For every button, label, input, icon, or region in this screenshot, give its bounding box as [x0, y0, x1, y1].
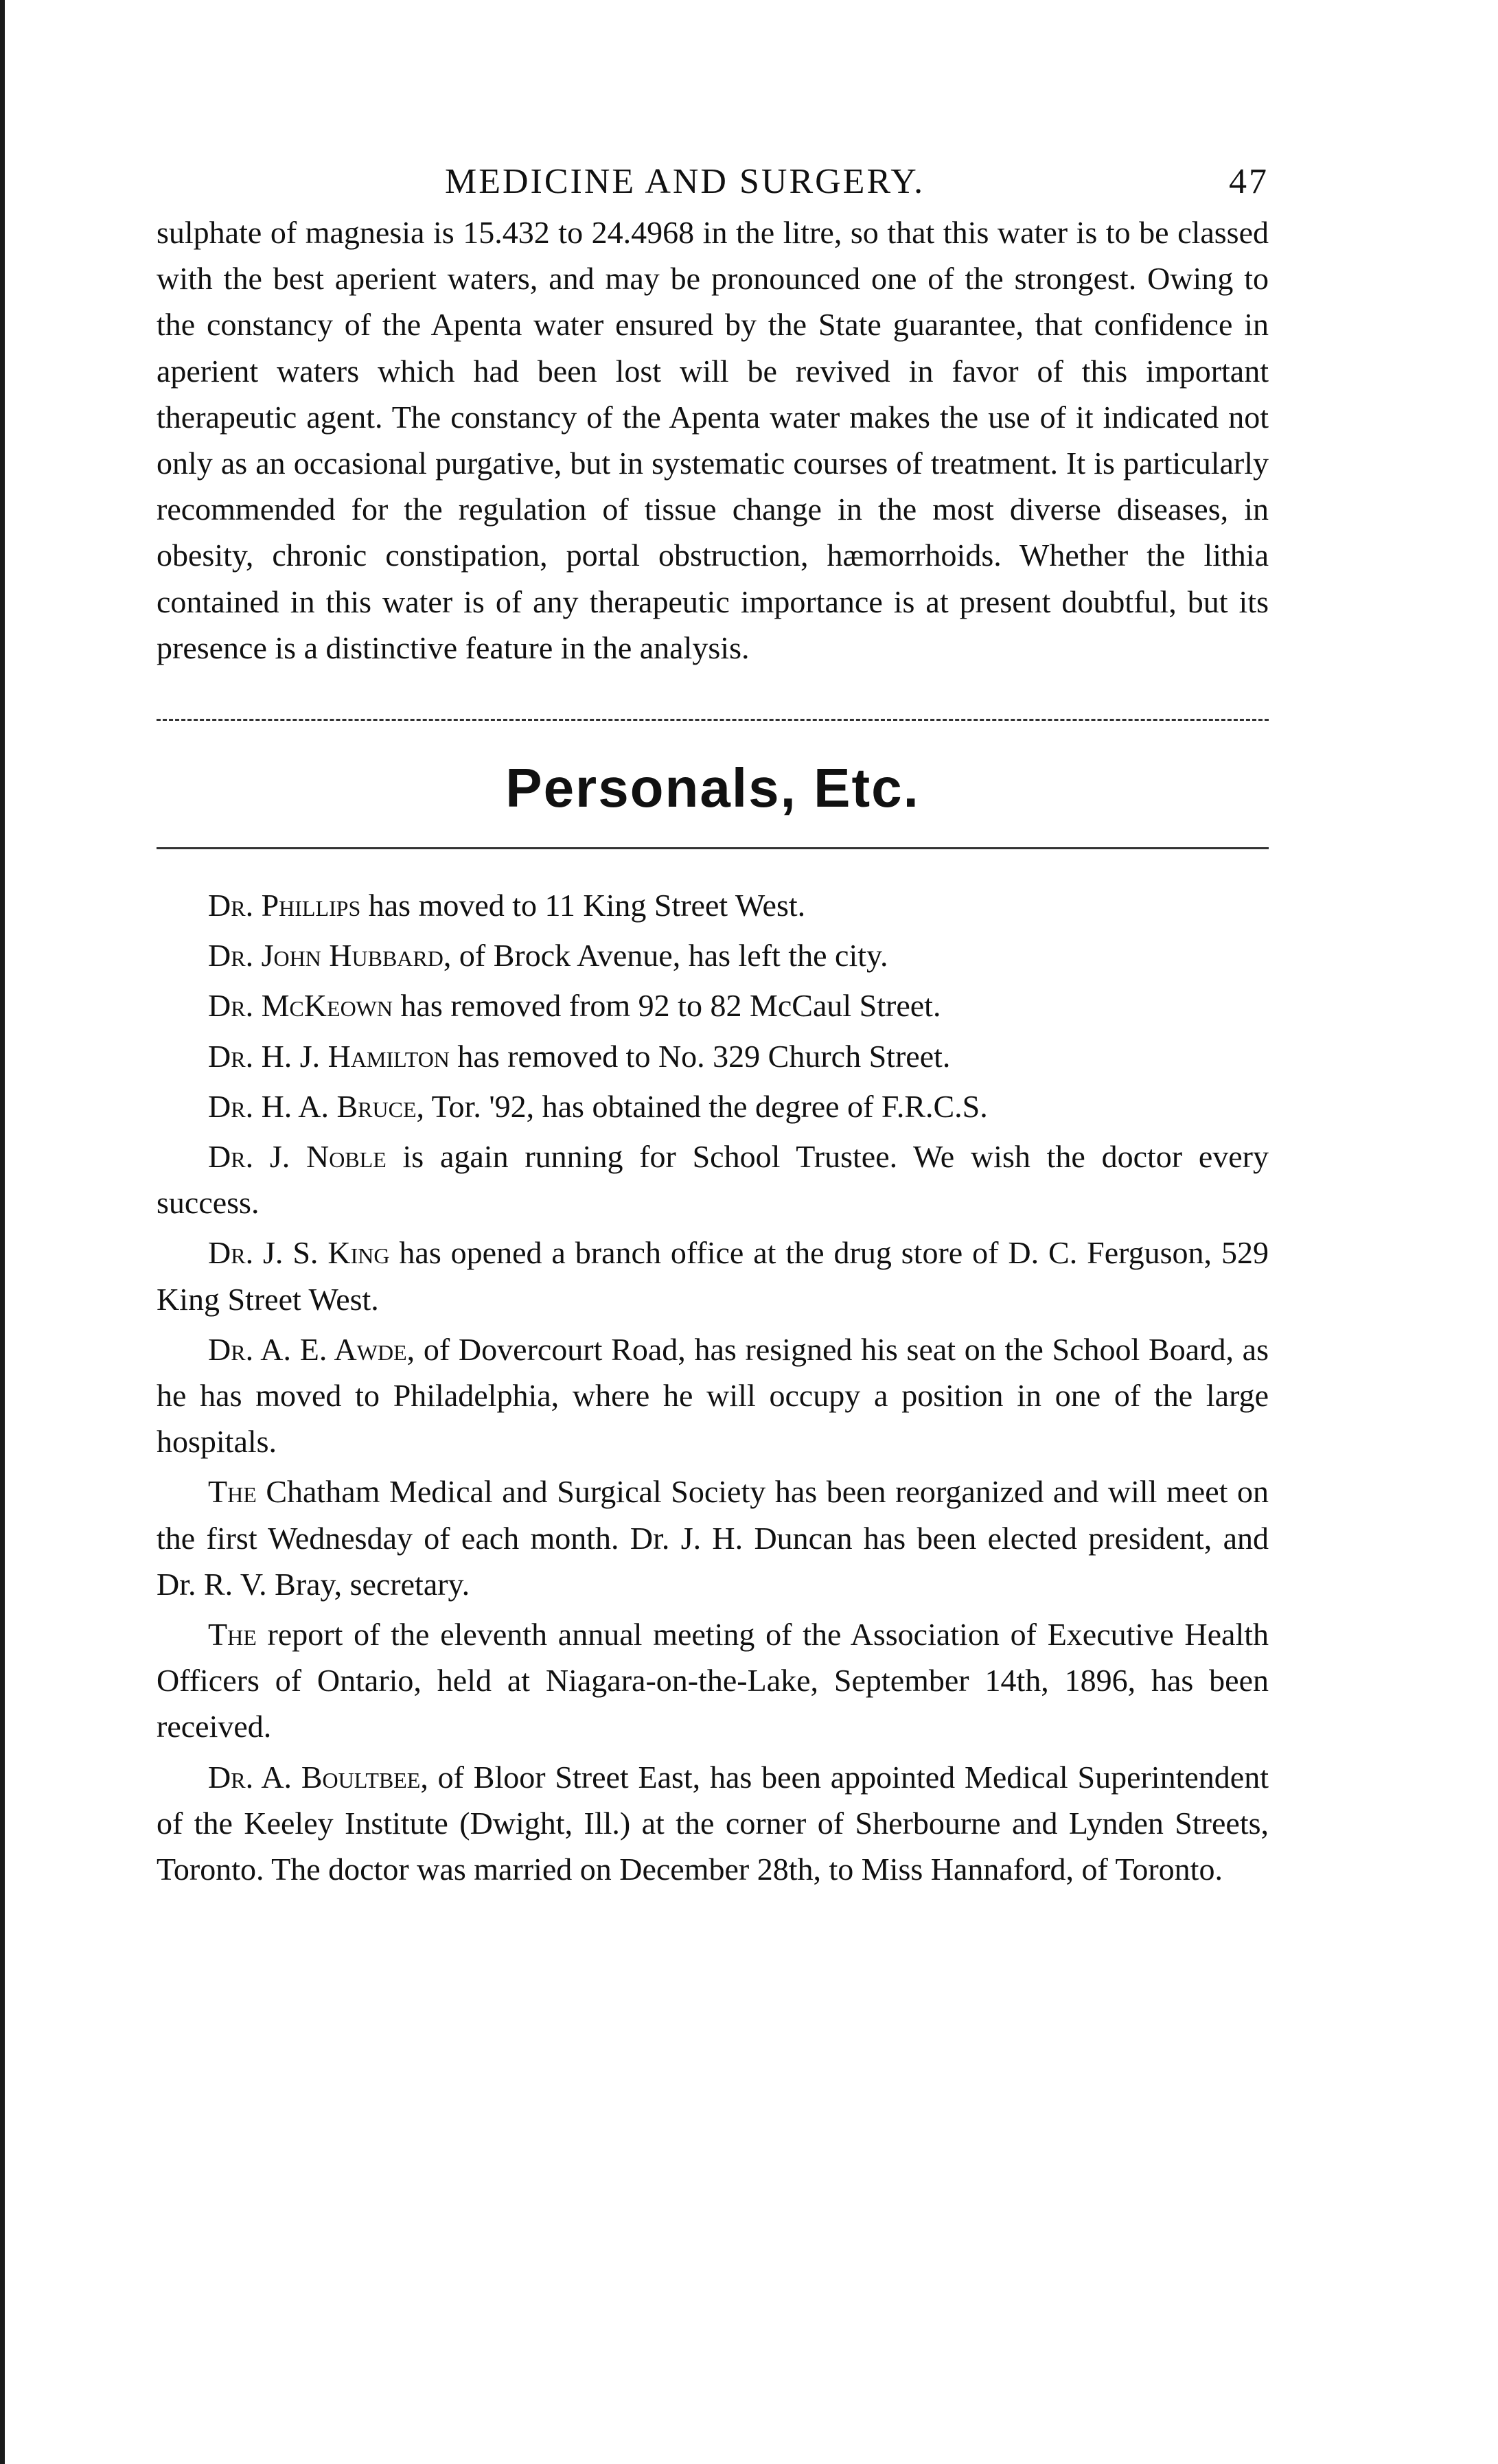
personal-item — [157, 1469, 1269, 1607]
personal-item — [157, 982, 1269, 1028]
personal-text: is again running for School Trustee. We wish the doctor every success. — [157, 1139, 1269, 1221]
section-divider-bottom — [157, 847, 1269, 849]
personal-item — [157, 932, 1269, 978]
section-divider-top — [157, 719, 1269, 721]
personal-text: report of the eleventh annual meeting of the Association of Executive Health Officers of Ontario, held at Niagara-on-the-Lake, September 14th, 1896, has been received. — [157, 1617, 1269, 1745]
personal-item — [157, 1083, 1269, 1129]
intro-text — [157, 209, 1269, 671]
personal-item — [157, 1611, 1269, 1750]
intro-paragraph: sulphate of magnesia is 15.432 to 24.4968 in the litre, so that this water is to be classed with the best aperient waters, and may be pronounced one of the strongest. Owing to the constancy of the Apenta water ensured by the State guarantee, that confidence in aperient waters which had been lost will be revived in favor of this important therapeutic agent. The constancy of the Apenta water makes the use of it indicated not only as an occasional purgative, but in systematic courses of treatment. It is particularly recommended for the regulation of tissue change in the most diverse diseases, in obesity, chronic constipation, portal obstruction, hæmorrhoids. Whether the lithia contained in this water is of any therapeutic importance is at present doubtful, but its presence is a distinctive feature in the analysis. — [157, 215, 1269, 665]
running-head — [157, 161, 1269, 209]
personal-text: , Tor. '92, has obtained the degree of F.R.C.S. — [416, 1088, 988, 1124]
personal-text: , of Bloor Street East, has been appointed Medical Superintendent of the Keeley Institute (Dwight, Ill.) at the corner of Sherbourne and Lynden Streets, Toronto. The doctor was married on December 28th, to Miss Hannaford, of Toronto. — [157, 1759, 1269, 1887]
personal-text: has moved to 11 King Street West. — [360, 888, 806, 923]
personal-name: The — [208, 1474, 257, 1510]
personal-name: Dr. H. A. Bruce — [208, 1088, 417, 1124]
personal-text: Chatham Medical and Surgical Society has been reorganized and will meet on the first Wednesday of each month. Dr. J. H. Duncan has been elected president, and Dr. R. V. Bray, secretary. — [157, 1474, 1269, 1602]
personal-item — [157, 1754, 1269, 1893]
personal-name: Dr. H. J. Hamilton — [208, 1038, 450, 1074]
page-number: 47 — [1229, 162, 1269, 201]
personal-item — [157, 1133, 1269, 1225]
personal-name: Dr. McKeown — [208, 988, 393, 1024]
personal-name: Dr. Phillips — [208, 888, 361, 923]
personal-text: has removed to No. 329 Church Street. — [449, 1038, 951, 1074]
section-heading: Personals, Etc. — [505, 757, 920, 819]
personal-item — [157, 1230, 1269, 1322]
personal-text: , of Dovercourt Road, has resigned his seat on the School Board, as he has moved to Philadelphia, where he will occupy a position in one of the large hospitals. — [157, 1331, 1269, 1460]
personal-name: Dr. A. Boultbee — [208, 1759, 421, 1795]
running-title: MEDICINE AND SURGERY. — [445, 162, 925, 201]
personal-item — [157, 1326, 1269, 1465]
personal-item — [157, 1033, 1269, 1079]
personals-list — [157, 882, 1269, 1892]
personal-name: The — [208, 1617, 257, 1653]
personal-item — [157, 882, 1269, 928]
page — [157, 161, 1269, 1896]
personal-name: Dr. A. E. Awde — [208, 1331, 407, 1367]
personal-name: Dr. J. S. King — [208, 1235, 390, 1271]
personal-name: Dr. John Hubbard — [208, 938, 443, 974]
personal-text: has opened a branch office at the drug store of D. C. Ferguson, 529 King Street West. — [157, 1235, 1269, 1317]
personal-text: , of Brock Avenue, has left the city. — [443, 938, 888, 974]
personal-name: Dr. J. Noble — [208, 1139, 387, 1175]
page-edge-rule — [0, 0, 5, 2464]
personal-text: has removed from 92 to 82 McCaul Street. — [393, 988, 941, 1024]
